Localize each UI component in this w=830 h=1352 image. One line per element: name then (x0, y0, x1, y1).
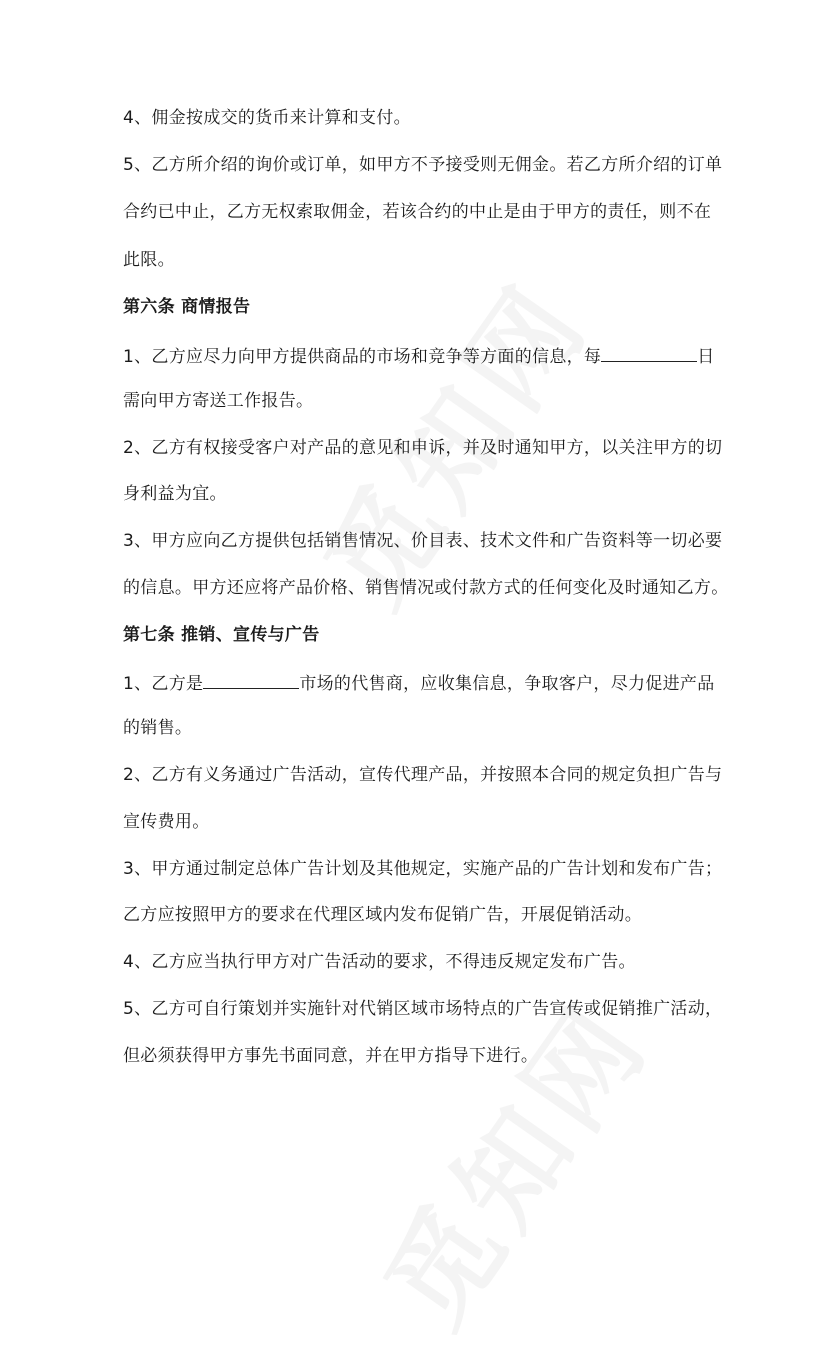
line-text: 1、乙方是 (123, 674, 204, 694)
line-text: 日 (697, 347, 715, 367)
line-text: 1、乙方应尽力向甲方提供商品的市场和竞争等方面的信息，每 (123, 347, 602, 367)
paragraph-line: 身利益为宜。 (123, 484, 227, 504)
paragraph-line: 需向甲方寄送工作报告。 (123, 391, 314, 411)
fill-in-blank (203, 670, 299, 689)
paragraph-line: 5、乙方可自行策划并实施针对代销区域市场特点的广告宣传或促销推广活动， (123, 999, 723, 1019)
section-heading: 第六条 商情报告 (123, 297, 251, 317)
paragraph-line: 4、佣金按成交的货币来计算和支付。 (123, 108, 411, 128)
paragraph-line: 合约已中止，乙方无权索取佣金，若该合约的中止是由于甲方的责任，则不在 (123, 202, 712, 222)
paragraph-line (123, 343, 715, 369)
watermark-logo (342, 966, 678, 1352)
fill-in-blank (601, 343, 697, 362)
paragraph-line: 4、乙方应当执行甲方对广告活动的要求，不得违反规定发布广告。 (123, 952, 636, 972)
line-text: 市场的代售商，应收集信息，争取客户，尽力促进产品 (299, 674, 715, 694)
paragraph-line: 但必须获得甲方事先书面同意，并在甲方指导下进行。 (123, 1046, 539, 1066)
paragraph-line: 的信息。甲方还应将产品价格、销售情况或付款方式的任何变化及时通知乙方。 (123, 578, 729, 598)
paragraph-line: 3、甲方通过制定总体广告计划及其他规定，实施产品的广告计划和发布广告； (123, 859, 723, 879)
section-heading: 第七条 推销、宣传与广告 (123, 625, 320, 645)
paragraph-line: 宣传费用。 (123, 812, 210, 832)
paragraph-line: 此限。 (123, 250, 175, 270)
paragraph-line: 3、甲方应向乙方提供包括销售情况、价目表、技术文件和广告资料等一切必要 (123, 531, 723, 551)
paragraph-line (123, 670, 715, 696)
paragraph-line: 2、乙方有权接受客户对产品的意见和申诉，并及时通知甲方，以关注甲方的切 (123, 438, 723, 458)
paragraph-line: 的销售。 (123, 718, 193, 738)
paragraph-line: 2、乙方有义务通过广告活动，宣传代理产品，并按照本合同的规定负担广告与 (123, 765, 723, 785)
paragraph-line: 5、乙方所介绍的询价或订单，如甲方不予接受则无佣金。若乙方所介绍的订单 (123, 155, 723, 175)
paragraph-line: 乙方应按照甲方的要求在代理区域内发布促销广告，开展促销活动。 (123, 905, 642, 925)
